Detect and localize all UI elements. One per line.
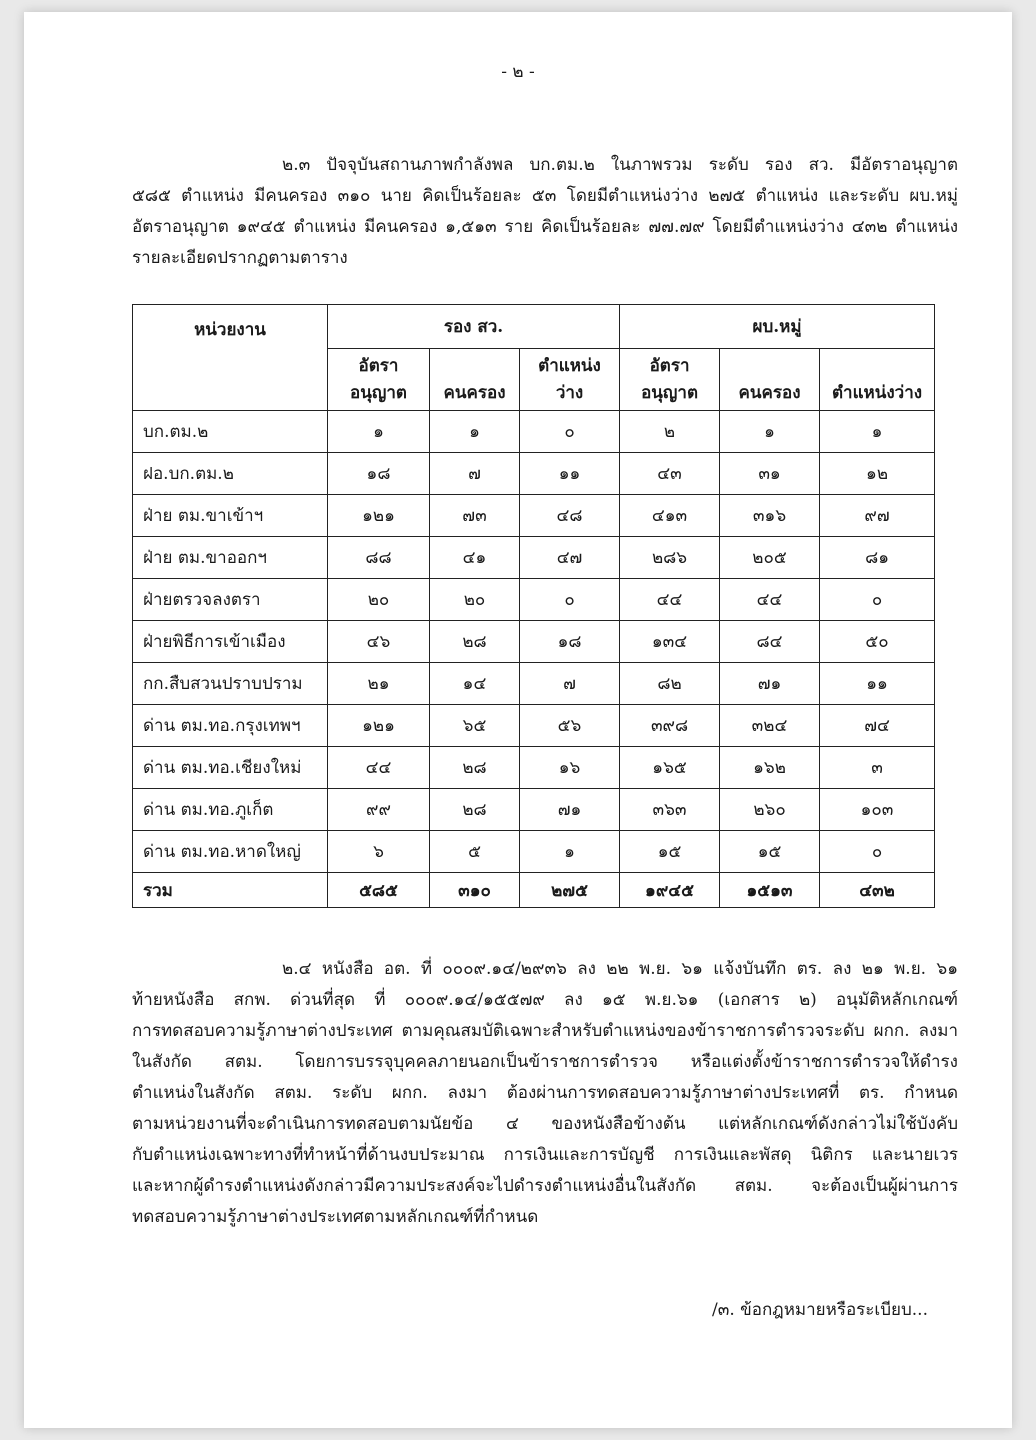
value-cell: ๒ [620,411,720,453]
value-cell: ๓๒๔ [720,705,820,747]
text-line: อัตราอนุญาต ๑๙๔๕ ตำแหน่ง มีคนครอง ๑,๕๑๓ ราย คิดเป็นร้อยละ ๗๗.๗๙ โดยมีตำแหน่งว่าง ๔๓๒ ตำแหน่ง [132,217,958,237]
unit-name-cell: ด่าน ตม.ทอ.หาดใหญ่ [133,831,328,873]
value-cell: ๔๓ [620,453,720,495]
value-cell: ๔๗ [520,537,620,579]
value-cell: ๓๑ [720,453,820,495]
value-cell: ๗๑ [720,663,820,705]
paragraph-2-4 [132,954,958,1233]
value-cell: ๕๐ [820,621,935,663]
value-cell: ๗๓ [430,495,520,537]
value-cell: ๑๖ [520,747,620,789]
value-cell: ๓๖๓ [620,789,720,831]
value-cell: ๒๐๕ [720,537,820,579]
value-cell: ๖ [328,831,430,873]
value-cell: ๐ [820,579,935,621]
value-cell: ๒๘๖ [620,537,720,579]
value-cell: ๙๗ [820,495,935,537]
value-cell: ๘๑ [820,537,935,579]
total-cell: ๑๕๑๓ [720,873,820,908]
value-cell: ๑ [328,411,430,453]
value-cell: ๑๘ [520,621,620,663]
value-cell: ๑๔ [430,663,520,705]
text-line: ๒.๔ หนังสือ อต. ที่ ๐๐๐๙.๑๔/๒๙๓๖ ลง ๒๒ พ.ย. ๖๑ แจ้งบันทึก ตร. ลง ๒๑ พ.ย. ๖๑ [282,959,958,979]
table-row [133,789,935,831]
text-line: การทดสอบความรู้ภาษาต่างประเทศ ตามคุณสมบัติเฉพาะสำหรับตำแหน่งของข้าราชการตำรวจระดับ ผกก. ลงมา [132,1021,958,1041]
text-line: และหากผู้ดำรงตำแหน่งดังกล่าวมีความประสงค์จะไปดำรงตำแหน่งอื่นในสังกัด สตม. จะต้องเป็นผู้ผ่านการ [132,1176,958,1196]
total-cell: ๕๘๕ [328,873,430,908]
unit-name-cell: บก.ตม.๒ [133,411,328,453]
value-cell: ๓๑๖ [720,495,820,537]
total-cell: ๒๗๕ [520,873,620,908]
value-cell: ๑๒ [820,453,935,495]
value-cell: ๑๓๔ [620,621,720,663]
unit-name-cell: ด่าน ตม.ทอ.เชียงใหม่ [133,747,328,789]
value-cell: ๒๐ [328,579,430,621]
unit-name-cell: ฝ่าย ตม.ขาเข้าฯ [133,495,328,537]
text-line: ทดสอบความรู้ภาษาต่างประเทศตามหลักเกณฑ์ที่กำหนด [132,1207,539,1227]
value-cell: ๒๐ [430,579,520,621]
value-cell: ๘๒ [620,663,720,705]
page-number: - ๒ - [501,62,535,82]
value-cell: ๙๙ [328,789,430,831]
value-cell: ๑ [820,411,935,453]
table-row [133,621,935,663]
value-cell: ๒๖๐ [720,789,820,831]
value-cell: ๔๑๓ [620,495,720,537]
value-cell: ๑ [720,411,820,453]
group-header-deputy-inspector: รอง สว. [328,305,620,349]
value-cell: ๗๔ [820,705,935,747]
table-row [133,579,935,621]
value-cell: ๗๑ [520,789,620,831]
value-cell: ๔๔ [328,747,430,789]
table-row [133,705,935,747]
value-cell: ๔๔ [620,579,720,621]
unit-name-cell: ด่าน ตม.ทอ.กรุงเทพฯ [133,705,328,747]
table-row [133,495,935,537]
unit-name-cell: ฝ่ายตรวจลงตรา [133,579,328,621]
value-cell: ๒๘ [430,747,520,789]
text-line: ๒.๓ ปัจจุบันสถานภาพกำลังพล บก.ตม.๒ ในภาพรวม ระดับ รอง สว. มีอัตราอนุญาต [282,155,958,175]
sub-header-occupied: คนครอง [720,349,820,411]
value-cell: ๑๖๕ [620,747,720,789]
value-cell: ๒๘ [430,789,520,831]
value-cell: ๘๘ [328,537,430,579]
value-cell: ๑๘ [328,453,430,495]
total-label: รวม [133,873,328,908]
value-cell: ๑๒๑ [328,495,430,537]
continuation-footer: /๓. ข้อกฎหมายหรือระเบียบ... [712,1300,928,1320]
unit-name-cell: กก.สืบสวนปราบปราม [133,663,328,705]
value-cell: ๒๘ [430,621,520,663]
value-cell: ๕๖ [520,705,620,747]
value-cell: ๑๕ [720,831,820,873]
personnel-table [132,304,935,908]
value-cell: ๔๔ [720,579,820,621]
sub-header-vacant: ตำแหน่ง ว่าง [520,349,620,411]
value-cell: ๓ [820,747,935,789]
total-row [133,873,935,908]
value-cell: ๑ [520,831,620,873]
document-page [24,12,1012,1428]
value-cell: ๗ [520,663,620,705]
value-cell: ๖๕ [430,705,520,747]
group-header-squad-leader: ผบ.หมู่ [620,305,935,349]
table-row [133,663,935,705]
sub-header-allowed: อัตรา อนุญาต [328,349,430,411]
text-line: ตำแหน่งในสังกัด สตม. ระดับ ผกก. ลงมา ต้องผ่านการทดสอบความรู้ภาษาต่างประเทศที่ ตร. กำหนด [132,1083,958,1103]
text-line: ๕๘๕ ตำแหน่ง มีคนครอง ๓๑๐ นาย คิดเป็นร้อยละ ๕๓ โดยมีตำแหน่งว่าง ๒๗๕ ตำแหน่ง และระดับ ผบ.หมู่ [132,186,958,206]
value-cell: ๐ [820,831,935,873]
paragraph-2-3 [132,150,958,274]
text-line: ในสังกัด สตม. โดยการบรรจุบุคคลภายนอกเป็นข้าราชการตำรวจ หรือแต่งตั้งข้าราชการตำรวจให้ดำรง [132,1052,958,1072]
value-cell: ๑๐๓ [820,789,935,831]
value-cell: ๑๕ [620,831,720,873]
text-line: กับตำแหน่งเฉพาะทางที่ทำหน้าที่ด้านงบประมาณ การเงินและการบัญชี การเงินและพัสดุ นิติกร และนายเวร [132,1145,958,1165]
unit-name-cell: ฝ่าย ตม.ขาออกฯ [133,537,328,579]
sub-header-vacant: ตำแหน่งว่าง [820,349,935,411]
value-cell: ๓๙๘ [620,705,720,747]
value-cell: ๗ [430,453,520,495]
unit-header: หน่วยงาน [133,305,328,411]
sub-header-allowed: อัตรา อนุญาต [620,349,720,411]
value-cell: ๐ [520,411,620,453]
unit-name-cell: ด่าน ตม.ทอ.ภูเก็ต [133,789,328,831]
total-cell: ๑๙๔๕ [620,873,720,908]
total-cell: ๔๓๒ [820,873,935,908]
value-cell: ๘๔ [720,621,820,663]
total-cell: ๓๑๐ [430,873,520,908]
sub-header-occupied: คนครอง [430,349,520,411]
table-row [133,747,935,789]
table-row [133,831,935,873]
value-cell: ๔๖ [328,621,430,663]
table-row [133,411,935,453]
value-cell: ๔๘ [520,495,620,537]
text-line: รายละเอียดปรากฏตามตาราง [132,248,348,268]
unit-name-cell: ฝอ.บก.ตม.๒ [133,453,328,495]
value-cell: ๑๒๑ [328,705,430,747]
value-cell: ๕ [430,831,520,873]
text-line: ตามหน่วยงานที่จะดำเนินการทดสอบตามนัยข้อ ๔ ของหนังสือข้างต้น แต่หลักเกณฑ์ดังกล่าวไม่ใช้บังคับ [132,1114,958,1134]
value-cell: ๑๑ [820,663,935,705]
unit-name-cell: ฝ่ายพิธีการเข้าเมือง [133,621,328,663]
value-cell: ๑๖๒ [720,747,820,789]
text-line: ท้ายหนังสือ สกพ. ด่วนที่สุด ที่ ๐๐๐๙.๑๔/๑๕๕๗๙ ลง ๑๕ พ.ย.๖๑ (เอกสาร ๒) อนุมัติหลักเกณฑ์ [132,990,958,1010]
table-row [133,453,935,495]
value-cell: ๑ [430,411,520,453]
value-cell: ๐ [520,579,620,621]
value-cell: ๒๑ [328,663,430,705]
value-cell: ๔๑ [430,537,520,579]
table-row [133,537,935,579]
value-cell: ๑๑ [520,453,620,495]
